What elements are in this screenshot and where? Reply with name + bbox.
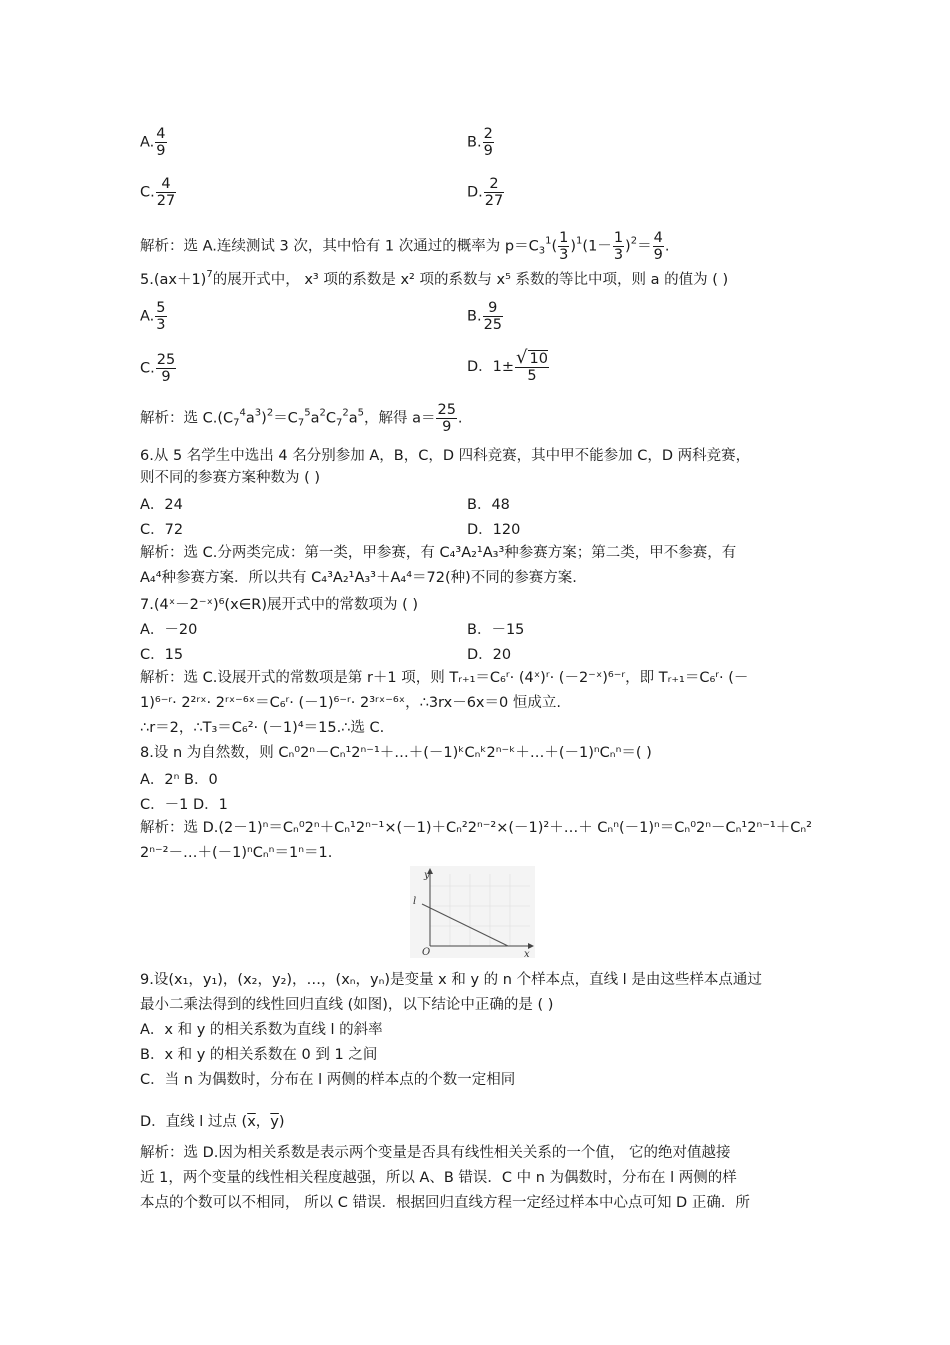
x-axis-label: x bbox=[524, 949, 530, 958]
q6-option-b: B．48 bbox=[467, 497, 510, 513]
q9-analysis-line1: 解析：选 D.因为相关系数是表示两个变量是否具有线性相关关系的一个值， 它的绝对值越接 bbox=[140, 1145, 731, 1161]
q7-analysis-line2: 1)⁶⁻ʳ· 2²ʳˣ· 2ʳˣ⁻⁶ˣ＝C₆ʳ· (－1)⁶⁻ʳ· 2³ʳˣ⁻⁶ˣ，∴3rx－6x＝0 恒成立. bbox=[140, 695, 561, 711]
fraction: $\frac{2}{27}$ bbox=[484, 176, 504, 209]
line-label: l bbox=[413, 896, 417, 907]
q7-option-c: C．15 bbox=[140, 647, 184, 663]
q6-analysis-line1: 解析：选 C.分两类完成：第一类，甲参赛，有 C₄³A₂¹A₃³种参赛方案；第二类，甲不参赛，有 bbox=[140, 545, 737, 561]
q5-option-b: B. $\frac{9}{25}$ bbox=[467, 300, 503, 333]
q7-option-a: A．－20 bbox=[140, 622, 198, 638]
q9-option-c: C．当 n 为偶数时，分布在 l 两侧的样本点的个数一定相同 bbox=[140, 1072, 516, 1088]
option-label: B. bbox=[467, 134, 482, 151]
q7-analysis-line1: 解析：选 C.设展开式的常数项是第 r＋1 项，则 Tᵣ₊₁＝C₆ʳ· (4ˣ)ʳ· (－2⁻ˣ)⁶⁻ʳ，即 Tᵣ₊₁＝C₆ʳ· (－ bbox=[140, 670, 749, 686]
fraction: $\frac{4}{9}$ bbox=[653, 230, 663, 263]
q5-analysis: 解析：选 $C.(C_7^4a^3)^2=C_7^5a^2C_7^2a^5$，解得 a＝ $\frac{25}{9}$ . bbox=[140, 402, 463, 435]
q9-analysis-line3: 本点的个数可以不相同， 所以 C 错误．根据回归直线方程一定经过样本中心点可知 D 正确．所 bbox=[140, 1195, 750, 1211]
q5-option-d: D．1± $\frac{√ 10}{5}$ bbox=[467, 347, 548, 384]
q4-analysis: 解析：选 A.连续测试 3 次，其中恰有 1 次通过的概率为 $p=C_3^1$( $\frac{1}{3}$ )$^1$(1－ $\frac{1}{3}$ )$^2$＝ $\frac{4}{9}$ . bbox=[140, 230, 670, 263]
q9-stem-line2: 最小二乘法得到的线性回归直线 (如图)，以下结论中正确的是 ( ) bbox=[140, 997, 554, 1013]
q5-option-a: A. $\frac{5}{3}$ bbox=[140, 300, 166, 333]
q6-stem-line2: 则不同的参赛方案种数为 ( ) bbox=[140, 470, 321, 486]
fraction: $\frac{2}{9}$ bbox=[483, 126, 493, 159]
q4-option-b bbox=[467, 126, 495, 159]
q6-option-c: C．72 bbox=[140, 522, 184, 538]
q6-analysis-line2: A₄⁴种参赛方案．所以共有 C₄³A₂¹A₃³＋A₄⁴＝72(种)不同的参赛方案. bbox=[140, 570, 577, 586]
q9-option-d: D．直线 l 过点 ($\overline{x}$，$\overline{y}$) bbox=[140, 1114, 285, 1130]
q8-analysis-line1: 解析：选 D.(2－1)ⁿ＝Cₙ⁰2ⁿ＋Cₙ¹2ⁿ⁻¹×(－1)＋Cₙ²2ⁿ⁻²×(－1)²＋…＋ Cₙⁿ(－1)ⁿ＝Cₙ⁰2ⁿ－Cₙ¹2ⁿ⁻¹＋Cₙ² bbox=[140, 820, 812, 836]
q4-option-c bbox=[140, 176, 177, 209]
q8-options-cd: C．－1 D．1 bbox=[140, 797, 228, 813]
q7-option-b: B．－15 bbox=[467, 622, 525, 638]
q4-option-a bbox=[140, 126, 168, 159]
q7-analysis-line3: ∴r＝2，∴T₃＝C₆²· (－1)⁴＝15.∴选 C. bbox=[140, 720, 385, 736]
option-label: D. bbox=[467, 184, 483, 201]
option-label: A. bbox=[140, 134, 155, 151]
fraction: $\frac{4}{9}$ bbox=[156, 126, 166, 159]
q7-stem: 7.(4ˣ－2⁻ˣ)⁶(x∈R)展开式中的常数项为 ( ) bbox=[140, 597, 419, 613]
q8-stem: 8.设 n 为自然数，则 Cₙ⁰2ⁿ－Cₙ¹2ⁿ⁻¹＋…＋(－1)ᵏCₙᵏ2ⁿ⁻ᵏ＋…＋(－1)ⁿCₙⁿ＝( ) bbox=[140, 745, 652, 761]
q8-analysis-line2: 2ⁿ⁻²－…＋(－1)ⁿCₙⁿ＝1ⁿ＝1. bbox=[140, 845, 333, 861]
option-label: C. bbox=[140, 184, 155, 201]
q5-stem: $5.(ax+1)^7$的展开式中， x³ 项的系数是 x² 项的系数与 x⁵ 系数的等比中项，则 a 的值为 ( ) bbox=[140, 269, 729, 288]
y-axis-label: y bbox=[424, 870, 430, 881]
q8-options-ab: A．2ⁿ B．0 bbox=[140, 772, 218, 788]
q9-option-a: A．x 和 y 的相关系数为直线 l 的斜率 bbox=[140, 1022, 383, 1038]
q6-stem-line1: 6.从 5 名学生中选出 4 名分别参加 A，B，C，D 四科竞赛，其中甲不能参加 C，D 两科竞赛， bbox=[140, 448, 751, 464]
q7-option-d: D．20 bbox=[467, 647, 512, 663]
q5-option-c: C. $\frac{25}{9}$ bbox=[140, 352, 176, 385]
q6-option-a: A．24 bbox=[140, 497, 183, 513]
fraction: $\frac{4}{27}$ bbox=[156, 176, 176, 209]
origin-label: O bbox=[422, 947, 431, 958]
q9-stem-line1: 9.设(x₁，y₁)，(x₂，y₂)，…，(xₙ，yₙ)是变量 x 和 y 的 n 个样本点，直线 l 是由这些样本点通过 bbox=[140, 972, 762, 988]
q6-option-d: D．120 bbox=[467, 522, 521, 538]
q9-option-b: B．x 和 y 的相关系数在 0 到 1 之间 bbox=[140, 1047, 378, 1063]
regression-line-figure bbox=[410, 866, 535, 958]
q4-option-d bbox=[467, 176, 505, 209]
q9-analysis-line2: 近 1，两个变量的线性相关程度越强，所以 A、B 错误．C 中 n 为偶数时，分布在 l 两侧的样 bbox=[140, 1170, 737, 1186]
